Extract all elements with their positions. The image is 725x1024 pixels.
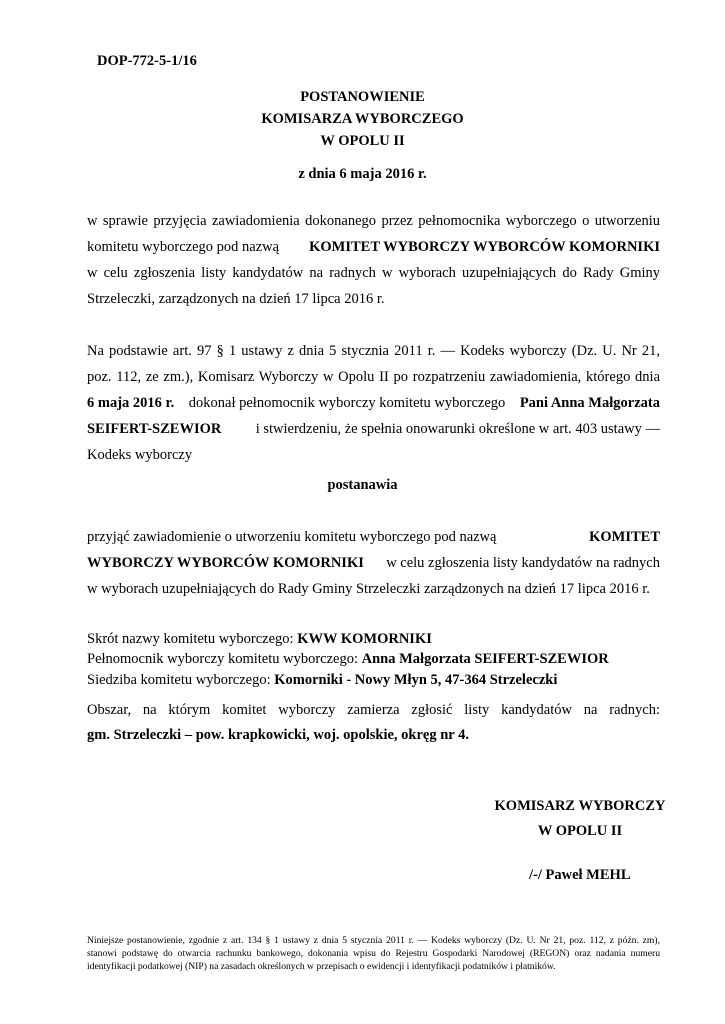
seat-label: Siedziba komitetu wyborczego: bbox=[87, 672, 271, 688]
committee-name: KOMITET WYBORCZY WYBORCÓW KOMORNIKI bbox=[309, 239, 660, 255]
basis-line-2: poz. 112, ze zm.), Komisarz Wyborczy w Opolu II po rozpatrzeniu zawiadomienia, którego dnia bbox=[87, 369, 660, 385]
decision-text: przyjąć zawiadomienie o utworzeniu komitetu wyborczego pod nazwą bbox=[87, 529, 497, 545]
proxy-name-part-2: SEIFERT-SZEWIOR bbox=[87, 421, 222, 437]
basis-line-5: Kodeks wyborczy bbox=[87, 447, 193, 463]
seat-value: Komorniki - Nowy Młyn 5, 47-364 Strzeleczki bbox=[274, 672, 558, 688]
intro-text: komitetu wyborczego pod nazwą bbox=[87, 239, 280, 255]
decision-line-2 bbox=[87, 555, 660, 572]
basis-line-4 bbox=[87, 421, 660, 438]
basis-line-1: Na podstawie art. 97 § 1 ustawy z dnia 5 stycznia 2011 r. — Kodeks wyborczy (Dz. U. Nr 21, bbox=[87, 343, 660, 359]
committee-name-part-2: WYBORCZY WYBORCÓW KOMORNIKI bbox=[87, 555, 364, 571]
proxy-value: Anna Małgorzata SEIFERT-SZEWIOR bbox=[361, 651, 609, 667]
basis-text: i stwierdzeniu, że spełnia onowarunki określone w art. 403 ustawy — bbox=[255, 421, 660, 437]
signature-name: /-/ Paweł MEHL bbox=[529, 867, 631, 883]
title-line-3: W OPOLU II bbox=[320, 133, 405, 149]
decision-line-3: w wyborach uzupełniających do Rady Gminy Strzeleczki zarządzonych na dzień 17 lipca 2016 r. bbox=[87, 581, 650, 597]
abbreviation-value: KWW KOMORNIKI bbox=[297, 631, 432, 647]
title-line-2: KOMISARZA WYBORCZEGO bbox=[261, 111, 464, 127]
footnote-line-3: identyfikacji podatkowej (NIP) na zasadach określonych w przepisach o ewidencji i identyfikacji podatników i płatników. bbox=[87, 961, 556, 972]
intro-line-2 bbox=[87, 239, 660, 256]
committee-proxy bbox=[87, 651, 660, 668]
intro-line-3: w celu zgłoszenia listy kandydatów na radnych w wyborach uzupełniających do Rady Gminy bbox=[87, 265, 660, 281]
proxy-name-part-1: Pani Anna Małgorzata bbox=[519, 395, 660, 411]
committee-abbreviation bbox=[87, 631, 660, 648]
area-line-2: gm. Strzeleczki – pow. krapkowicki, woj. opolskie, okręg nr 4. bbox=[87, 727, 469, 743]
decision-line-1 bbox=[87, 529, 660, 546]
basis-line-3 bbox=[87, 395, 660, 412]
decision-text: w celu zgłoszenia listy kandydatów na radnych bbox=[386, 555, 660, 571]
committee-seat bbox=[87, 672, 660, 689]
signature-title-2: W OPOLU II bbox=[537, 823, 623, 839]
decides-heading: postanawia bbox=[327, 477, 398, 493]
title-line-1: POSTANOWIENIE bbox=[300, 89, 425, 105]
intro-line-1: w sprawie przyjęcia zawiadomienia dokonanego przez pełnomocnika wyborczego o utworzeniu bbox=[87, 213, 660, 229]
notification-date: 6 maja 2016 r. bbox=[87, 395, 175, 411]
abbreviation-label: Skrót nazwy komitetu wyborczego: bbox=[87, 631, 294, 647]
basis-text: dokonał pełnomocnik wyborczy komitetu wyborczego bbox=[188, 395, 506, 411]
proxy-label: Pełnomocnik wyborczy komitetu wyborczego: bbox=[87, 651, 359, 667]
footnote-line-2: stanowi podstawę do otwarcia rachunku bankowego, dokonania wpisu do Rejestru Gospodarki Narodowej (REGON) oraz nadania numeru bbox=[87, 948, 660, 959]
document-date: z dnia 6 maja 2016 r. bbox=[298, 166, 427, 182]
footnote-line-1: Niniejsze postanowienie, zgodnie z art. 134 § 1 ustawy z dnia 5 stycznia 2011 r. — Kodeks wyborczy (Dz. U. Nr 21, poz. 112, z późn. zm), bbox=[87, 935, 660, 946]
area-line-1: Obszar, na którym komitet wyborczy zamierza zgłosić listy kandydatów na radnych: bbox=[87, 702, 660, 718]
document-number: DOP-772-5-1/16 bbox=[97, 53, 197, 69]
signature-title-1: KOMISARZ WYBORCZY bbox=[494, 798, 666, 814]
intro-line-4: Strzeleczki, zarządzonych na dzień 17 lipca 2016 r. bbox=[87, 291, 385, 307]
committee-name-part-1: KOMITET bbox=[589, 529, 660, 545]
